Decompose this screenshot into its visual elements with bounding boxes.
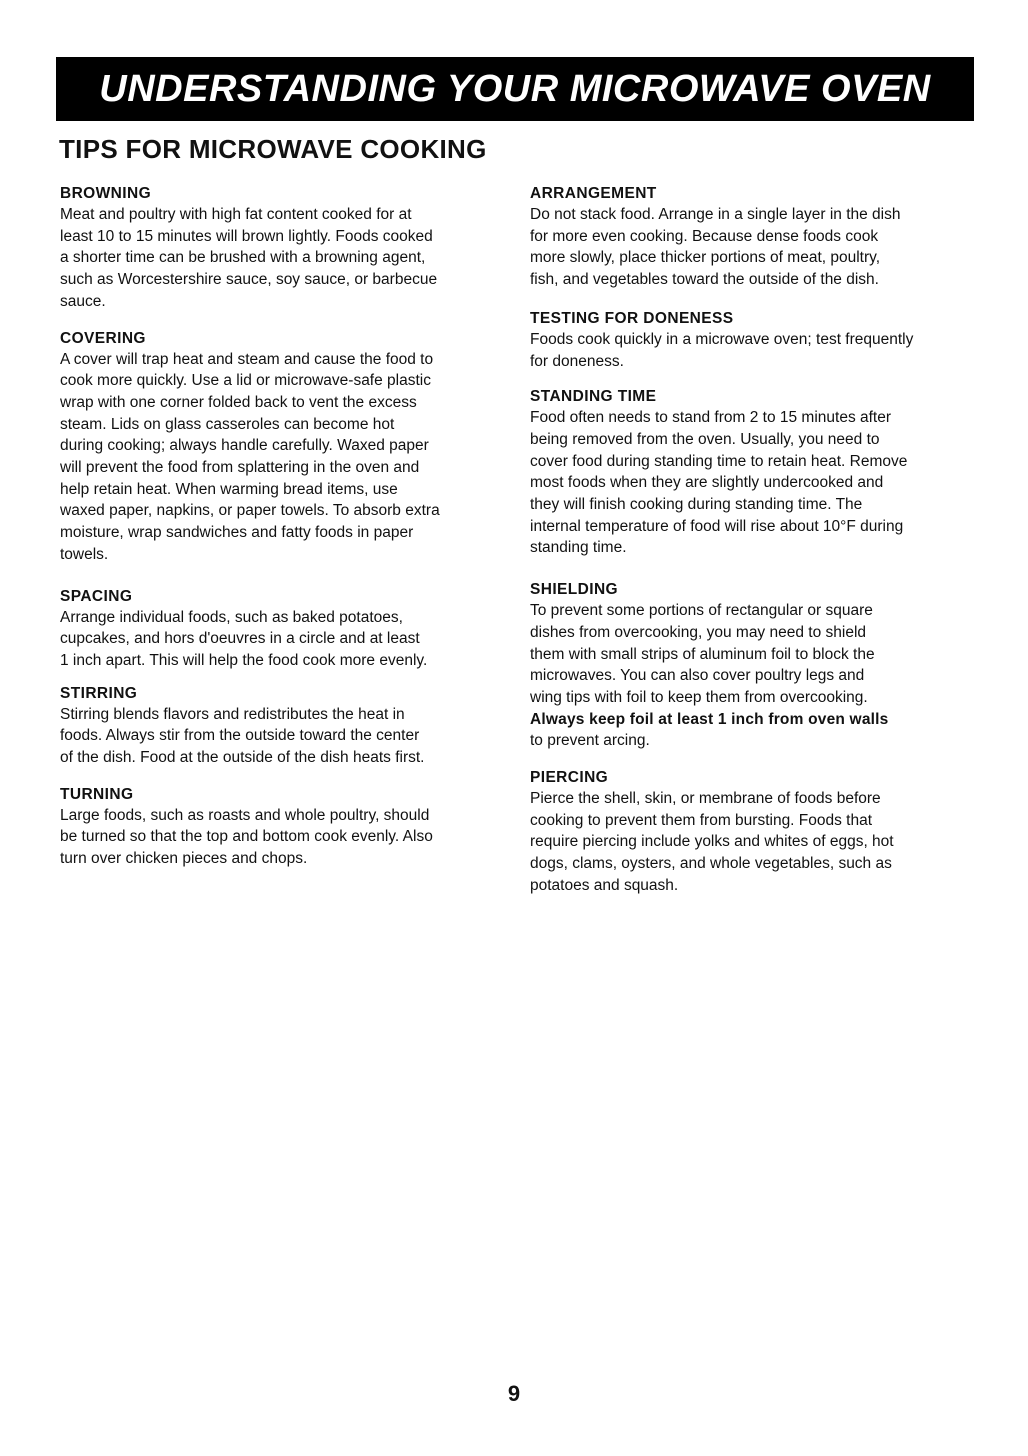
body-line: of the dish. Food at the outside of the dish heats first. xyxy=(60,749,425,767)
body-line: internal temperature of food will rise about 10°F during xyxy=(530,517,904,535)
body-line: Arrange individual foods, such as baked potatoes, xyxy=(60,608,403,626)
body-line: Pierce the shell, skin, or membrane of foods before xyxy=(530,790,881,808)
section-title: TURNING xyxy=(60,785,134,803)
body-line: them with small strips of aluminum foil to block the xyxy=(530,645,875,663)
section-turning xyxy=(60,784,508,870)
body-line: Large foods, such as roasts and whole poultry, should xyxy=(60,806,430,824)
body-line: will prevent the food from splattering in the oven and xyxy=(60,459,420,477)
body-line: Meat and poultry with high fat content cooked for at xyxy=(60,206,412,223)
body-line: during cooking; always handle carefully. Waxed paper xyxy=(60,437,429,455)
body-line: being removed from the oven. Usually, you need to xyxy=(530,430,880,448)
section-shielding xyxy=(530,579,978,752)
page-number: 9 xyxy=(507,1381,521,1406)
body-line: cooking to prevent them from bursting. Foods that xyxy=(530,811,873,829)
section-standing-time xyxy=(530,386,978,559)
body-line: Food often needs to stand from 2 to 15 minutes after xyxy=(530,409,892,427)
body-line: least 10 to 15 minutes will brown lightly. Foods cooked xyxy=(60,227,433,245)
section-stirring xyxy=(60,683,508,769)
section-covering xyxy=(60,328,508,566)
section-title: STANDING TIME xyxy=(530,388,657,406)
body-line: more slowly, place thicker portions of meat, poultry, xyxy=(530,249,881,267)
body-line: standing time. xyxy=(530,539,627,557)
body-line: waxed paper, napkins, or paper towels. To absorb extra xyxy=(60,502,440,520)
section-title: SHIELDING xyxy=(530,581,618,599)
section-title: ARRANGEMENT xyxy=(530,185,657,202)
section-title: BROWNING xyxy=(60,185,152,202)
body-line: turn over chicken pieces and chops. xyxy=(60,850,308,868)
section-title: TESTING FOR DONENESS xyxy=(530,309,734,327)
body-line: to prevent arcing. xyxy=(530,732,650,750)
banner-title: UNDERSTANDING YOUR MICROWAVE OVEN xyxy=(99,67,931,110)
warning-line: Always keep foil at least 1 inch from oven walls xyxy=(530,710,889,728)
body-line: cover food during standing time to retain heat. Remove xyxy=(530,452,908,470)
section-testing-for-doneness xyxy=(530,308,978,372)
body-line: wing tips with foil to keep them from overcooking. xyxy=(530,688,868,706)
body-line: they will finish cooking during standing time. The xyxy=(530,496,863,514)
body-line: cook more quickly. Use a lid or microwave-safe plastic xyxy=(60,372,431,390)
body-line: microwaves. You can also cover poultry legs and xyxy=(530,667,865,685)
section-arrangement xyxy=(530,183,978,291)
body-line: dogs, clams, oysters, and whole vegetables, such as xyxy=(530,855,892,873)
body-line: for doneness. xyxy=(530,352,624,370)
body-line: such as Worcestershire sauce, soy sauce, or barbecue xyxy=(60,271,438,289)
body-line: for more even cooking. Because dense foods cook xyxy=(530,227,879,245)
body-line: most foods when they are slightly undercooked and xyxy=(530,474,884,492)
right-column xyxy=(530,183,978,897)
body-line: foods. Always stir from the outside toward the center xyxy=(60,727,420,745)
body-line: Stirring blends flavors and redistributes the heat in xyxy=(60,705,405,723)
page-title: TIPS FOR MICROWAVE COOKING xyxy=(59,134,487,164)
section-title: SPACING xyxy=(60,587,133,605)
section-title: COVERING xyxy=(60,329,146,347)
section-piercing xyxy=(530,767,978,897)
body-line: help retain heat. When warming bread items, use xyxy=(60,480,398,498)
body-line: steam. Lids on glass casseroles can become hot xyxy=(60,415,395,433)
body-line: cupcakes, and hors d'oeuvres in a circle and at least xyxy=(60,630,420,648)
body-line: a shorter time can be brushed with a browning agent, xyxy=(60,249,426,267)
body-line: sauce. xyxy=(60,292,106,310)
section-title: PIERCING xyxy=(530,769,609,787)
body-line: wrap with one corner folded back to vent the excess xyxy=(60,393,417,411)
body-line: dishes from overcooking, you may need to shield xyxy=(530,623,867,641)
body-line: 1 inch apart. This will help the food cook more evenly. xyxy=(60,651,428,669)
body-line: towels. xyxy=(60,545,109,563)
section-banner xyxy=(56,57,974,121)
section-spacing xyxy=(60,586,508,672)
body-line: To prevent some portions of rectangular or square xyxy=(530,602,873,620)
body-line: fish, and vegetables toward the outside of the dish. xyxy=(530,271,879,289)
left-column xyxy=(60,183,508,870)
body-line: Do not stack food. Arrange in a single layer in the dish xyxy=(530,206,901,223)
body-line: potatoes and squash. xyxy=(530,876,679,894)
section-browning xyxy=(60,183,508,313)
body-line: be turned so that the top and bottom cook evenly. Also xyxy=(60,828,433,846)
body-line: require piercing include yolks and whites of eggs, hot xyxy=(530,833,894,851)
section-title: STIRRING xyxy=(60,684,138,702)
body-line: Foods cook quickly in a microwave oven; test frequently xyxy=(530,330,914,348)
body-line: A cover will trap heat and steam and cause the food to xyxy=(60,350,434,368)
body-line: moisture, wrap sandwiches and fatty foods in paper xyxy=(60,524,414,542)
